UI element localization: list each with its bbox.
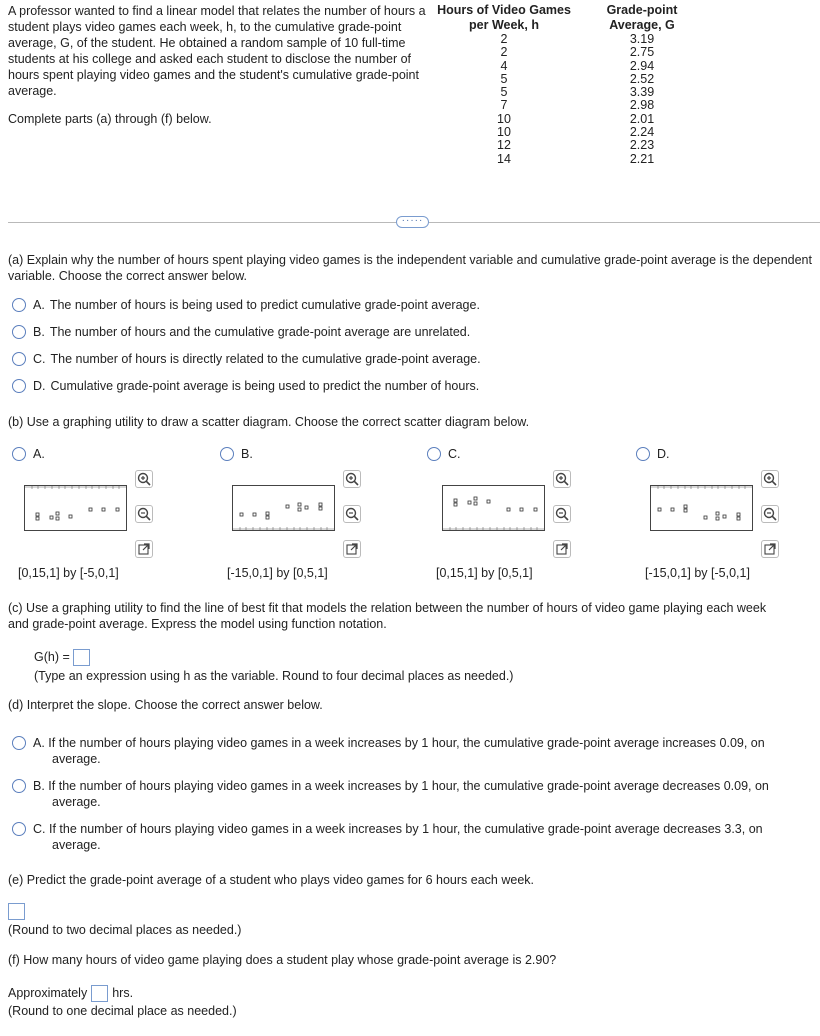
part-c-prompt: (c) Use a graphing utility to find the line of best fit that models the relation between the number of hours of video game playing each week <box>8 601 767 615</box>
gpa-cell: 2.21 <box>629 151 655 166</box>
part-a-prompt: (a) Explain why the number of hours spent playing video games is the independent variable and cumulative grade-point average is the dependent <box>8 253 812 267</box>
hours-cell: 4 <box>500 58 508 73</box>
radio-button[interactable] <box>12 447 26 461</box>
gpa-header: Grade-point <box>606 3 678 17</box>
part-e-prompt: (e) Predict the grade-point average of a student who plays video games for 6 hours each week. <box>8 873 534 887</box>
zoom-in-button-b[interactable] <box>343 470 361 488</box>
part-e-answer-row <box>8 903 25 920</box>
scatter-plot-c <box>443 486 544 530</box>
radio-button[interactable] <box>636 447 650 461</box>
zoom-out-icon <box>554 506 570 522</box>
function-answer-input[interactable] <box>73 649 90 666</box>
radio-button[interactable] <box>12 379 26 393</box>
part-b-option-b[interactable]: B. <box>220 446 253 462</box>
part-e-hint: (Round to two decimal places as needed.) <box>8 923 242 937</box>
hours-answer-input[interactable] <box>91 985 108 1002</box>
popout-icon <box>762 541 778 557</box>
hours-values <box>437 33 571 166</box>
part-a-option-b[interactable]: B. The number of hours and the cumulative grade-point average are unrelated. <box>12 324 470 340</box>
radio-button[interactable] <box>12 736 26 750</box>
range-label-a: [0,15,1] by [-5,0,1] <box>18 566 119 580</box>
zoom-in-icon <box>554 471 570 487</box>
gpa-cell: 2.94 <box>629 58 655 73</box>
part-b-option-a[interactable]: A. <box>12 446 45 462</box>
problem-intro <box>8 3 436 127</box>
part-a-option-c[interactable]: C. The number of hours is directly related to the cumulative grade-point average. <box>12 351 481 367</box>
zoom-in-icon <box>136 471 152 487</box>
gpa-cell: 2.98 <box>629 98 655 113</box>
zoom-out-icon <box>762 506 778 522</box>
hours-cell: 5 <box>500 85 508 100</box>
scatter-plot-b <box>233 486 334 530</box>
part-b-option-d[interactable]: D. <box>636 446 670 462</box>
part-d-prompt: (d) Interpret the slope. Choose the correct answer below. <box>8 698 323 712</box>
hours-header-2: per Week, h <box>469 18 539 32</box>
hours-cell: 2 <box>500 32 508 46</box>
gpa-cell: 2.52 <box>629 71 655 86</box>
range-label-c: [0,15,1] by [0,5,1] <box>436 566 533 580</box>
popout-icon <box>554 541 570 557</box>
gpa-prediction-input[interactable] <box>8 903 25 920</box>
scatter-plot-d <box>651 486 752 530</box>
gpa-column <box>590 3 694 166</box>
part-f-hint: (Round to one decimal place as needed.) <box>8 1004 237 1018</box>
part-c-answer-row <box>34 648 90 666</box>
radio-button[interactable] <box>12 352 26 366</box>
part-b-option-c[interactable]: C. <box>427 446 461 462</box>
zoom-in-button-a[interactable] <box>135 470 153 488</box>
scatter-thumbnail-b[interactable] <box>232 485 335 531</box>
zoom-out-icon <box>136 506 152 522</box>
hours-cell: 12 <box>497 138 511 153</box>
part-d-option-b[interactable]: B. If the number of hours playing video games in a week increases by 1 hour, the cumulative grade-point average decreases 0.09, on average. <box>12 778 812 812</box>
popout-icon <box>344 541 360 557</box>
hours-unit: hrs. <box>112 986 134 1000</box>
part-c-prompt-2: and grade-point average. Express the model using function notation. <box>8 617 387 631</box>
problem-statement: A professor wanted to find a linear model that relates the number of hours a student plays video games each week, h, to the cumulative grade-point average, G, of the student. He obtained a random sample of 10 full-time students at his college and asked each student to disclose the number of hours spent playing video games and the student's cumulative grade-point average. <box>8 4 426 98</box>
hours-cell: 2 <box>500 45 508 60</box>
popout-button-d[interactable] <box>761 540 779 558</box>
scatter-plot-a <box>25 486 126 530</box>
gpa-cell: 2.01 <box>629 111 655 126</box>
gpa-cell: 2.24 <box>629 125 655 140</box>
hours-cell: 14 <box>497 151 511 166</box>
part-d-option-a[interactable]: A. If the number of hours playing video games in a week increases by 1 hour, the cumulative grade-point average increases 0.09, on average. <box>12 735 812 769</box>
hours-cell: 10 <box>497 111 511 126</box>
hours-cell: 7 <box>500 98 508 113</box>
scatter-thumbnail-d[interactable] <box>650 485 753 531</box>
instructions: Complete parts (a) through (f) below. <box>8 112 212 126</box>
part-a-prompt-2: variable. Choose the correct answer below. <box>8 269 248 283</box>
zoom-in-button-c[interactable] <box>553 470 571 488</box>
zoom-out-button-d[interactable] <box>761 505 779 523</box>
part-a-option-a[interactable]: A. The number of hours is being used to predict cumulative grade-point average. <box>12 297 480 313</box>
scatter-thumbnail-c[interactable] <box>442 485 545 531</box>
hours-header: Hours of Video Games <box>437 3 571 17</box>
gpa-cell: 2.23 <box>629 138 655 153</box>
radio-button[interactable] <box>12 325 26 339</box>
expand-more-button[interactable]: ····· <box>396 216 429 228</box>
radio-button[interactable] <box>12 822 26 836</box>
popout-button-a[interactable] <box>135 540 153 558</box>
zoom-in-icon <box>344 471 360 487</box>
gpa-header-2: Average, G <box>609 18 675 32</box>
hours-cell: 10 <box>497 125 511 140</box>
radio-button[interactable] <box>12 298 26 312</box>
radio-button[interactable] <box>12 779 26 793</box>
radio-button[interactable] <box>427 447 441 461</box>
hours-column <box>437 3 571 166</box>
hours-cell: 5 <box>500 71 508 86</box>
gpa-values <box>590 33 694 166</box>
zoom-out-icon <box>344 506 360 522</box>
popout-icon <box>136 541 152 557</box>
function-label: G(h) = <box>34 650 70 664</box>
radio-button[interactable] <box>220 447 234 461</box>
zoom-in-button-d[interactable] <box>761 470 779 488</box>
gpa-cell: 3.19 <box>629 32 655 46</box>
approximately-label: Approximately <box>8 986 88 1000</box>
zoom-out-button-b[interactable] <box>343 505 361 523</box>
popout-button-c[interactable] <box>553 540 571 558</box>
zoom-out-button-c[interactable] <box>553 505 571 523</box>
range-label-d: [-15,0,1] by [-5,0,1] <box>645 566 750 580</box>
part-c-hint: (Type an expression using h as the variable. Round to four decimal places as needed.) <box>34 669 514 683</box>
part-b-prompt: (b) Use a graphing utility to draw a scatter diagram. Choose the correct scatter diagram below. <box>8 415 530 429</box>
scatter-thumbnail-a[interactable] <box>24 485 127 531</box>
zoom-out-button-a[interactable] <box>135 505 153 523</box>
part-a-option-d[interactable]: D. Cumulative grade-point average is being used to predict the number of hours. <box>12 378 479 394</box>
range-label-b: [-15,0,1] by [0,5,1] <box>227 566 328 580</box>
part-d-option-c[interactable]: C. If the number of hours playing video games in a week increases by 1 hour, the cumulative grade-point average decreases 3.3, on average. <box>12 821 812 855</box>
part-f-answer-row <box>8 984 133 1002</box>
gpa-cell: 3.39 <box>629 85 655 100</box>
zoom-in-icon <box>762 471 778 487</box>
gpa-cell: 2.75 <box>629 45 655 60</box>
popout-button-b[interactable] <box>343 540 361 558</box>
part-f-prompt: (f) How many hours of video game playing does a student play whose grade-point average is 2.90? <box>8 953 557 967</box>
